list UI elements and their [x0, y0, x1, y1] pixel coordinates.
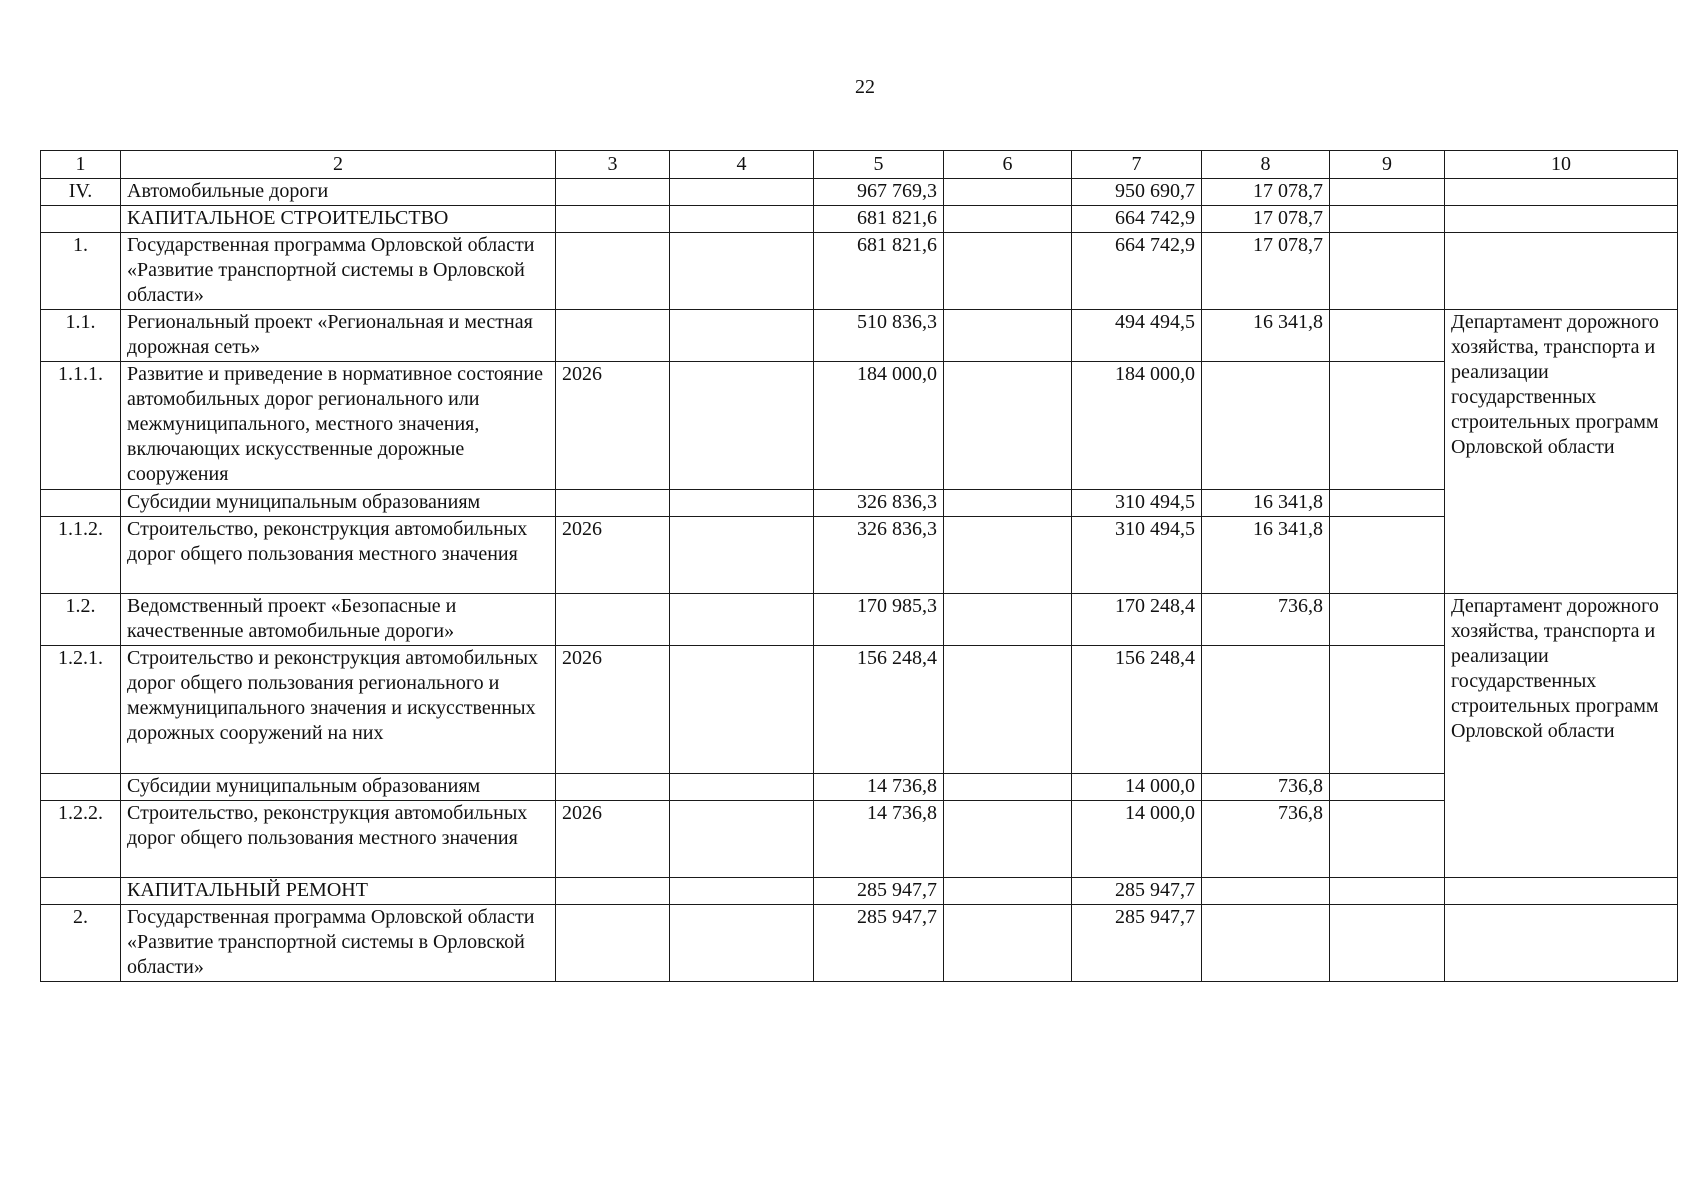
row-number	[41, 774, 121, 801]
column-header: 3	[556, 151, 670, 179]
row-col8: 736,8	[1202, 594, 1330, 646]
row-col5: 156 248,4	[814, 646, 944, 774]
row-col4	[670, 310, 814, 362]
row-col4	[670, 594, 814, 646]
column-header: 9	[1330, 151, 1445, 179]
row-col5: 170 985,3	[814, 594, 944, 646]
table-row	[41, 517, 1678, 594]
row-year: 2026	[556, 646, 670, 774]
row-year	[556, 206, 670, 233]
row-year: 2026	[556, 801, 670, 878]
row-title: КАПИТАЛЬНЫЙ РЕМОНТ	[121, 878, 556, 905]
row-col7: 285 947,7	[1072, 878, 1202, 905]
row-title: Строительство, реконструкция автомобильных дорог общего пользования местного значения	[121, 801, 556, 878]
row-col7: 664 742,9	[1072, 233, 1202, 310]
row-col7: 310 494,5	[1072, 490, 1202, 517]
row-title: Государственная программа Орловской области «Развитие транспортной системы в Орловской области»	[121, 233, 556, 310]
column-header: 10	[1445, 151, 1678, 179]
row-title: Строительство и реконструкция автомобильных дорог общего пользования регионального и межмуниципального значения и искусственных дорожных сооружений на них	[121, 646, 556, 774]
row-col7: 184 000,0	[1072, 362, 1202, 490]
row-col4	[670, 362, 814, 490]
row-col8: 16 341,8	[1202, 490, 1330, 517]
table-row	[41, 905, 1678, 982]
row-col9	[1330, 801, 1445, 878]
row-col9	[1330, 233, 1445, 310]
row-col6	[944, 646, 1072, 774]
row-responsible	[1445, 179, 1678, 206]
row-title: Региональный проект «Региональная и местная дорожная сеть»	[121, 310, 556, 362]
row-col6	[944, 905, 1072, 982]
row-col9	[1330, 878, 1445, 905]
row-number: 1.	[41, 233, 121, 310]
row-col8	[1202, 905, 1330, 982]
row-title: КАПИТАЛЬНОЕ СТРОИТЕЛЬСТВО	[121, 206, 556, 233]
row-col4	[670, 206, 814, 233]
row-year	[556, 490, 670, 517]
row-number: 1.1.1.	[41, 362, 121, 490]
table-row	[41, 774, 1678, 801]
row-col5: 285 947,7	[814, 905, 944, 982]
row-col4	[670, 490, 814, 517]
row-col8: 17 078,7	[1202, 179, 1330, 206]
row-col5: 184 000,0	[814, 362, 944, 490]
row-col7: 156 248,4	[1072, 646, 1202, 774]
row-year	[556, 310, 670, 362]
row-col8: 736,8	[1202, 774, 1330, 801]
row-number	[41, 490, 121, 517]
row-col4	[670, 905, 814, 982]
row-title: Ведомственный проект «Безопасные и качественные автомобильные дороги»	[121, 594, 556, 646]
row-col6	[944, 774, 1072, 801]
row-year	[556, 233, 670, 310]
row-col8: 16 341,8	[1202, 517, 1330, 594]
row-col4	[670, 878, 814, 905]
row-col4	[670, 774, 814, 801]
table-row	[41, 233, 1678, 310]
row-col8: 17 078,7	[1202, 233, 1330, 310]
row-title: Государственная программа Орловской области «Развитие транспортной системы в Орловской области»	[121, 905, 556, 982]
row-number	[41, 878, 121, 905]
row-col5: 326 836,3	[814, 490, 944, 517]
row-col7: 285 947,7	[1072, 905, 1202, 982]
row-col6	[944, 179, 1072, 206]
row-number: 1.2.	[41, 594, 121, 646]
row-col7: 494 494,5	[1072, 310, 1202, 362]
row-responsible	[1445, 878, 1678, 905]
row-col7: 310 494,5	[1072, 517, 1202, 594]
table-row	[41, 646, 1678, 774]
row-col5: 681 821,6	[814, 233, 944, 310]
row-number: IV.	[41, 179, 121, 206]
row-number: 1.2.2.	[41, 801, 121, 878]
row-title: Автомобильные дороги	[121, 179, 556, 206]
row-col8	[1202, 646, 1330, 774]
row-col8	[1202, 362, 1330, 490]
row-number: 2.	[41, 905, 121, 982]
row-year: 2026	[556, 362, 670, 490]
row-col9	[1330, 774, 1445, 801]
row-responsible	[1445, 233, 1678, 310]
table-row	[41, 206, 1678, 233]
row-year: 2026	[556, 517, 670, 594]
row-responsible	[1445, 905, 1678, 982]
column-header: 1	[41, 151, 121, 179]
row-col4	[670, 801, 814, 878]
row-title: Развитие и приведение в нормативное состояние автомобильных дорог регионального или межмуниципального, местного значения, включающих искусственные дорожные сооружения	[121, 362, 556, 490]
row-col4	[670, 517, 814, 594]
row-col7: 664 742,9	[1072, 206, 1202, 233]
row-col8	[1202, 878, 1330, 905]
row-col8: 736,8	[1202, 801, 1330, 878]
table-row	[41, 310, 1678, 362]
row-year	[556, 594, 670, 646]
row-col6	[944, 490, 1072, 517]
responsible-department: Департамент дорожного хозяйства, транспорта и реализации государственных строительных программ Орловской области	[1445, 310, 1678, 594]
row-col5: 510 836,3	[814, 310, 944, 362]
row-col5: 14 736,8	[814, 801, 944, 878]
table-header-row	[41, 151, 1678, 179]
row-col6	[944, 233, 1072, 310]
table-row	[41, 362, 1678, 490]
page-number: 22	[855, 76, 875, 98]
row-number: 1.1.2.	[41, 517, 121, 594]
row-col8: 17 078,7	[1202, 206, 1330, 233]
row-col5: 326 836,3	[814, 517, 944, 594]
table-row	[41, 594, 1678, 646]
table-row	[41, 490, 1678, 517]
row-col5: 14 736,8	[814, 774, 944, 801]
row-col5: 285 947,7	[814, 878, 944, 905]
row-col9	[1330, 646, 1445, 774]
row-col7: 14 000,0	[1072, 801, 1202, 878]
row-col5: 967 769,3	[814, 179, 944, 206]
row-col8: 16 341,8	[1202, 310, 1330, 362]
row-col7: 170 248,4	[1072, 594, 1202, 646]
row-col9	[1330, 517, 1445, 594]
row-title: Субсидии муниципальным образованиям	[121, 490, 556, 517]
row-col9	[1330, 206, 1445, 233]
row-col7: 14 000,0	[1072, 774, 1202, 801]
row-col9	[1330, 310, 1445, 362]
column-header: 5	[814, 151, 944, 179]
row-year	[556, 878, 670, 905]
row-col4	[670, 179, 814, 206]
row-col6	[944, 310, 1072, 362]
row-col6	[944, 801, 1072, 878]
row-title: Субсидии муниципальным образованиям	[121, 774, 556, 801]
row-title: Строительство, реконструкция автомобильных дорог общего пользования местного значения	[121, 517, 556, 594]
column-header: 4	[670, 151, 814, 179]
row-col9	[1330, 362, 1445, 490]
row-col6	[944, 517, 1072, 594]
row-col4	[670, 646, 814, 774]
table-row	[41, 878, 1678, 905]
row-col9	[1330, 490, 1445, 517]
row-col6	[944, 362, 1072, 490]
column-header: 2	[121, 151, 556, 179]
row-col9	[1330, 905, 1445, 982]
responsible-department: Департамент дорожного хозяйства, транспорта и реализации государственных строительных программ Орловской области	[1445, 594, 1678, 878]
row-number: 1.2.1.	[41, 646, 121, 774]
column-header: 8	[1202, 151, 1330, 179]
row-col6	[944, 594, 1072, 646]
row-col6	[944, 878, 1072, 905]
row-responsible	[1445, 206, 1678, 233]
row-number: 1.1.	[41, 310, 121, 362]
row-col6	[944, 206, 1072, 233]
row-col4	[670, 233, 814, 310]
budget-table	[40, 150, 1678, 982]
table-row	[41, 801, 1678, 878]
row-year	[556, 905, 670, 982]
row-year	[556, 179, 670, 206]
row-number	[41, 206, 121, 233]
column-header: 7	[1072, 151, 1202, 179]
column-header: 6	[944, 151, 1072, 179]
row-col9	[1330, 179, 1445, 206]
row-col9	[1330, 594, 1445, 646]
row-year	[556, 774, 670, 801]
row-col7: 950 690,7	[1072, 179, 1202, 206]
table-row	[41, 179, 1678, 206]
row-col5: 681 821,6	[814, 206, 944, 233]
